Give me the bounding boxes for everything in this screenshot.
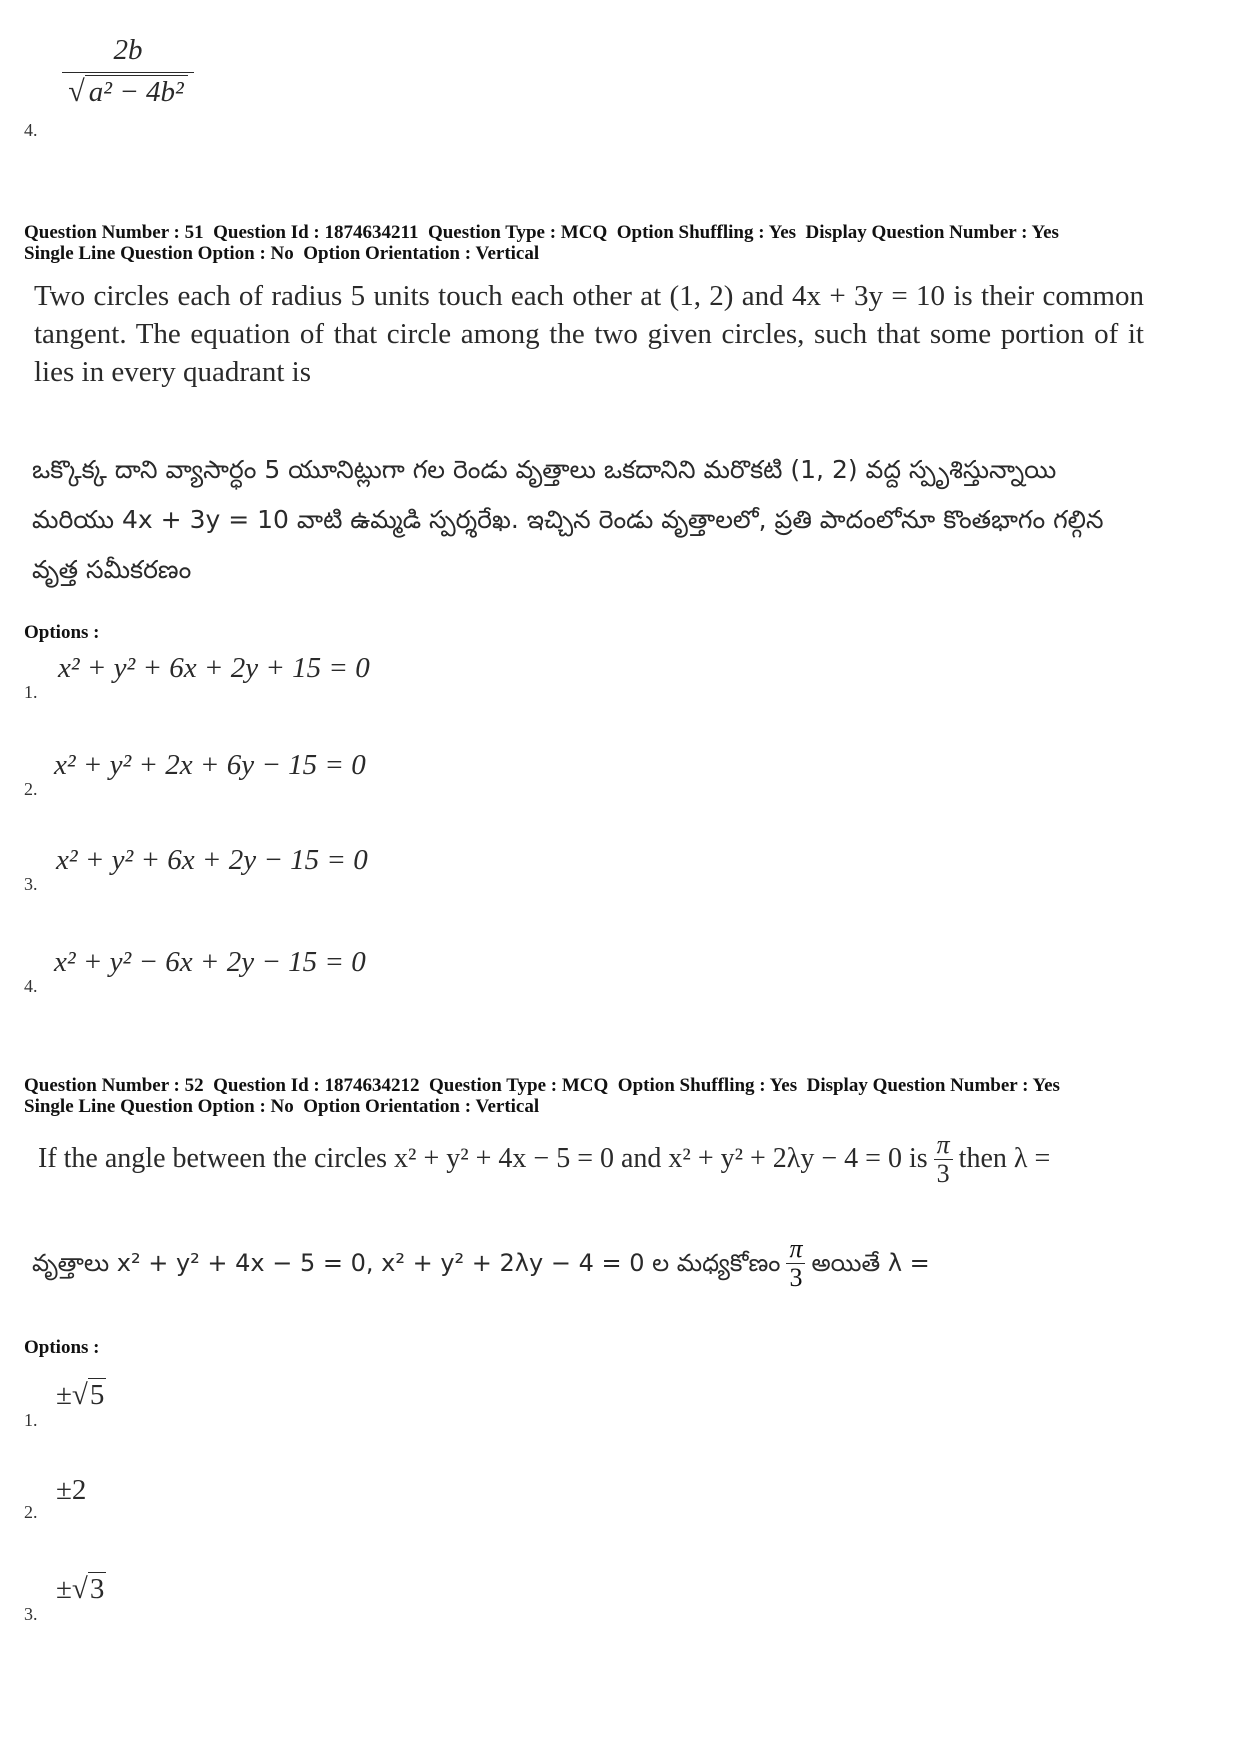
q51-option-2[interactable]	[0, 747, 500, 807]
q52-option-3-radicand: 3	[89, 1573, 105, 1605]
q52-question-telugu	[32, 1226, 930, 1300]
q52-question-english	[38, 1124, 1050, 1194]
sqrt-symbol: √	[71, 1573, 88, 1605]
q52-options-label: Options :	[24, 1337, 100, 1358]
q51-option-4-equation: x² + y² − 6x + 2y − 15 = 0	[54, 946, 366, 978]
q51-option-4[interactable]	[0, 944, 500, 1004]
prev-option-4-fraction	[58, 34, 198, 109]
q52-english-suffix: then λ =	[958, 1143, 1051, 1174]
prev-option-4-numerator: 2b	[113, 34, 143, 66]
q52-option-1-radicand: 5	[89, 1379, 105, 1411]
q52-telugu-fraction	[786, 1235, 805, 1292]
q52-frac-denominator: 3	[936, 1158, 950, 1188]
q52-meta-line1: Question Number : 52 Question Id : 1874634212 Question Type : MCQ Option Shuffling : Yes Display Question Number : Yes	[24, 1075, 1060, 1096]
q51-option-1[interactable]	[0, 650, 500, 710]
q52-telugu-prefix: వృత్తాలు x² + y² + 4x − 5 = 0, x² + y² + 2λy − 4 = 0 ల మధ్యకోణం	[32, 1249, 781, 1277]
q52-frac-numerator: π	[934, 1131, 953, 1160]
q52-option-1-sign: ±	[56, 1379, 72, 1411]
q52-telugu-frac-numerator: π	[786, 1235, 805, 1264]
q51-option-4-number: 4.	[24, 976, 38, 996]
q51-question-english: Two circles each of radius 5 units touch each other at (1, 2) and 4x + 3y = 10 is their common tangent. The equation of that circle among the two given circles, such that some portion of it lies in every quadrant is	[34, 280, 1144, 388]
q51-option-3-equation: x² + y² + 6x + 2y − 15 = 0	[56, 844, 368, 876]
q52-option-1-number: 1.	[24, 1410, 38, 1430]
q52-option-2-value: ±2	[56, 1474, 87, 1506]
q52-angle-fraction	[934, 1131, 953, 1188]
q52-english-prefix: If the angle between the circles x² + y² + 4x − 5 = 0 and x² + y² + 2λy − 4 = 0 is	[38, 1143, 928, 1174]
q52-option-3-sign: ±	[56, 1573, 72, 1605]
q51-question-telugu: ఒక్కొక్క దాని వ్యాసార్ధం 5 యూనిట్లుగా గల రెండు వృత్తాలు ఒకదానిని మరొకటి (1, 2) వద్ద స్పృశిస్తున్నాయి మరియు 4x + 3y = 10 వాటి ఉమ్మడి స్పర్శరేఖ. ఇచ్చిన రెండు వృత్తాలలో, ప్రతి పాదంలోనూ కొంతభాగం గల్గిన వృత్త సమీకరణం	[32, 455, 1104, 584]
q51-options-label: Options :	[24, 622, 100, 643]
q51-option-1-equation: x² + y² + 6x + 2y + 15 = 0	[58, 652, 370, 684]
q51-option-3-number: 3.	[24, 874, 38, 894]
q52-option-2-number: 2.	[24, 1502, 38, 1522]
q52-telugu-suffix: అయితే λ =	[811, 1249, 930, 1277]
prev-option-4-number: 4.	[24, 120, 38, 140]
q51-option-2-equation: x² + y² + 2x + 6y − 15 = 0	[54, 749, 366, 781]
q52-option-1-value	[56, 1378, 106, 1412]
sqrt-symbol: √	[68, 75, 85, 108]
q51-meta-line1: Question Number : 51 Question Id : 1874634211 Question Type : MCQ Option Shuffling : Yes Display Question Number : Yes	[24, 222, 1059, 243]
q52-option-3[interactable]	[0, 1570, 300, 1630]
q51-option-2-number: 2.	[24, 779, 38, 799]
q51-meta-line2: Single Line Question Option : No Option Orientation : Vertical	[24, 243, 540, 264]
q52-option-3-value	[56, 1572, 106, 1606]
q52-option-3-number: 3.	[24, 1604, 38, 1624]
q52-option-2[interactable]	[0, 1468, 300, 1528]
q52-meta-line2: Single Line Question Option : No Option Orientation : Vertical	[24, 1096, 540, 1117]
q51-option-1-number: 1.	[24, 682, 38, 702]
q52-option-1[interactable]	[0, 1376, 300, 1436]
sqrt-symbol: √	[71, 1379, 88, 1411]
prev-option-4[interactable]	[0, 20, 300, 150]
q51-option-3[interactable]	[0, 842, 500, 902]
q52-telugu-frac-denominator: 3	[789, 1262, 803, 1292]
prev-option-4-radicand: a² − 4b²	[85, 75, 188, 109]
